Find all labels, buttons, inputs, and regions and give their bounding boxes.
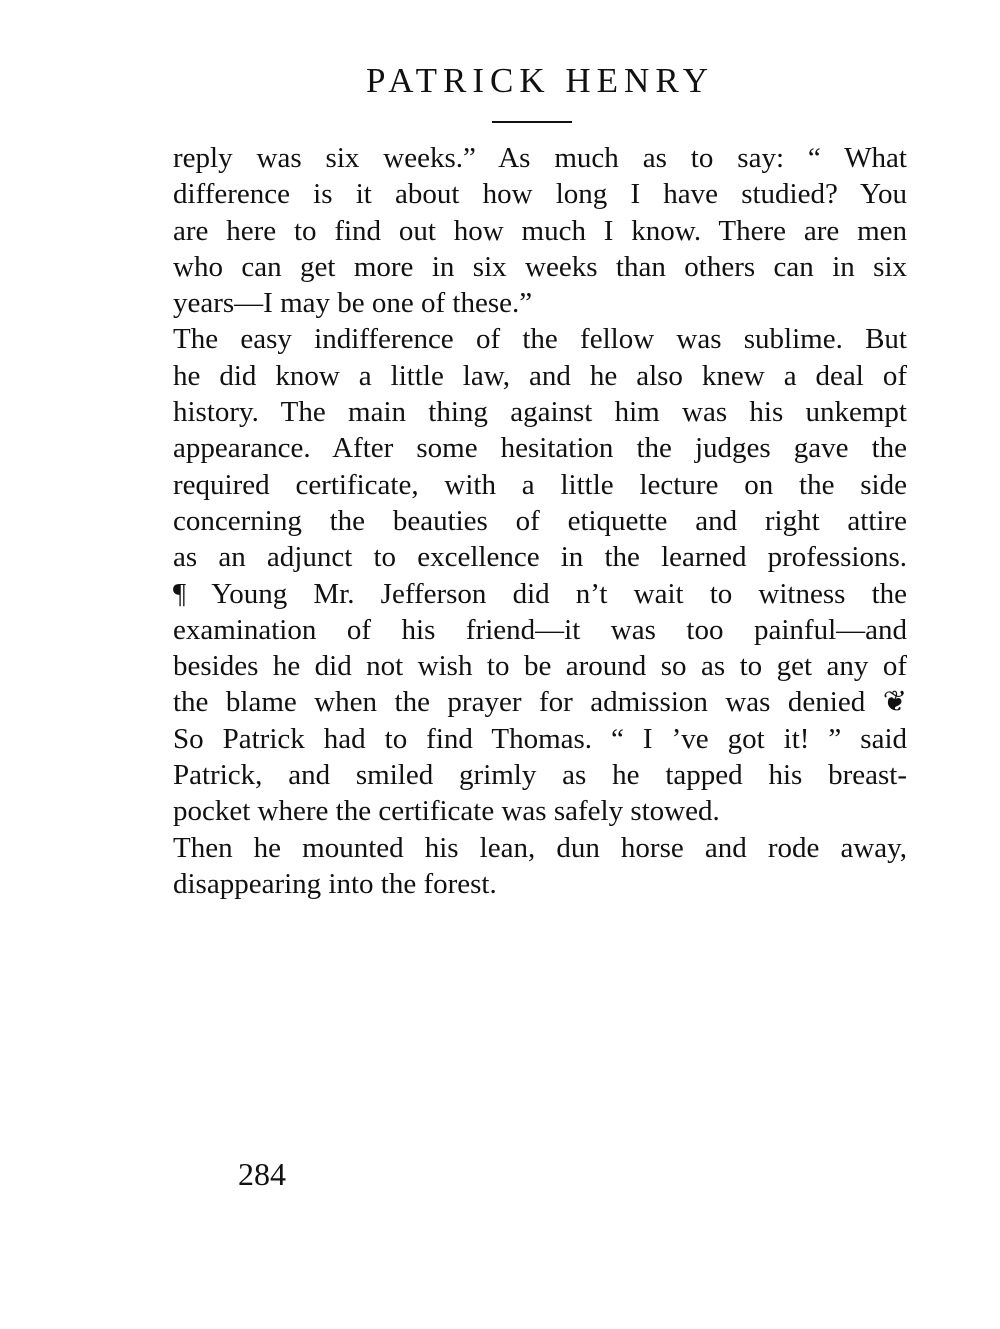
- text-line: as an adjunct to excellence in the learned professions.: [173, 541, 907, 574]
- text-line: besides he did not wish to be around so as to get any of: [173, 650, 907, 683]
- text-line: ¶ Young Mr. Jefferson did n’t wait to witness the: [173, 577, 907, 610]
- text-line: pocket where the certificate was safely stowed.: [173, 795, 720, 828]
- text-line: Patrick, and smiled grimly as he tapped his breast-: [173, 759, 907, 792]
- head-rule: [492, 121, 572, 123]
- text-line: difference is it about how long I have studied? You: [173, 178, 907, 211]
- text-line: concerning the beauties of etiquette and right attire: [173, 504, 907, 537]
- body-text: [173, 140, 907, 902]
- text-line: the blame when the prayer for admission was denied ❦: [173, 686, 907, 719]
- text-line: are here to find out how much I know. There are men: [173, 214, 907, 247]
- page-number: 284: [238, 1156, 286, 1192]
- text-line: So Patrick had to find Thomas. “ I ’ve got it! ” said: [173, 722, 907, 755]
- text-line: The easy indifference of the fellow was sublime. But: [173, 323, 907, 356]
- text-line: history. The main thing against him was his unkempt: [173, 396, 907, 429]
- text-line: years—I may be one of these.”: [173, 287, 533, 320]
- running-head: PATRICK HENRY: [365, 61, 715, 100]
- text-line: disappearing into the forest.: [173, 867, 497, 900]
- text-line: Then he mounted his lean, dun horse and rode away,: [173, 831, 907, 864]
- text-line: appearance. After some hesitation the judges gave the: [173, 432, 907, 465]
- text-line: reply was six weeks.” As much as to say: “ What: [173, 142, 907, 174]
- text-line: required certificate, with a little lecture on the side: [173, 468, 907, 501]
- text-line: examination of his friend—it was too painful—and: [173, 613, 907, 646]
- text-line: he did know a little law, and he also knew a deal of: [173, 359, 907, 392]
- text-line: who can get more in six weeks than others can in six: [173, 250, 907, 283]
